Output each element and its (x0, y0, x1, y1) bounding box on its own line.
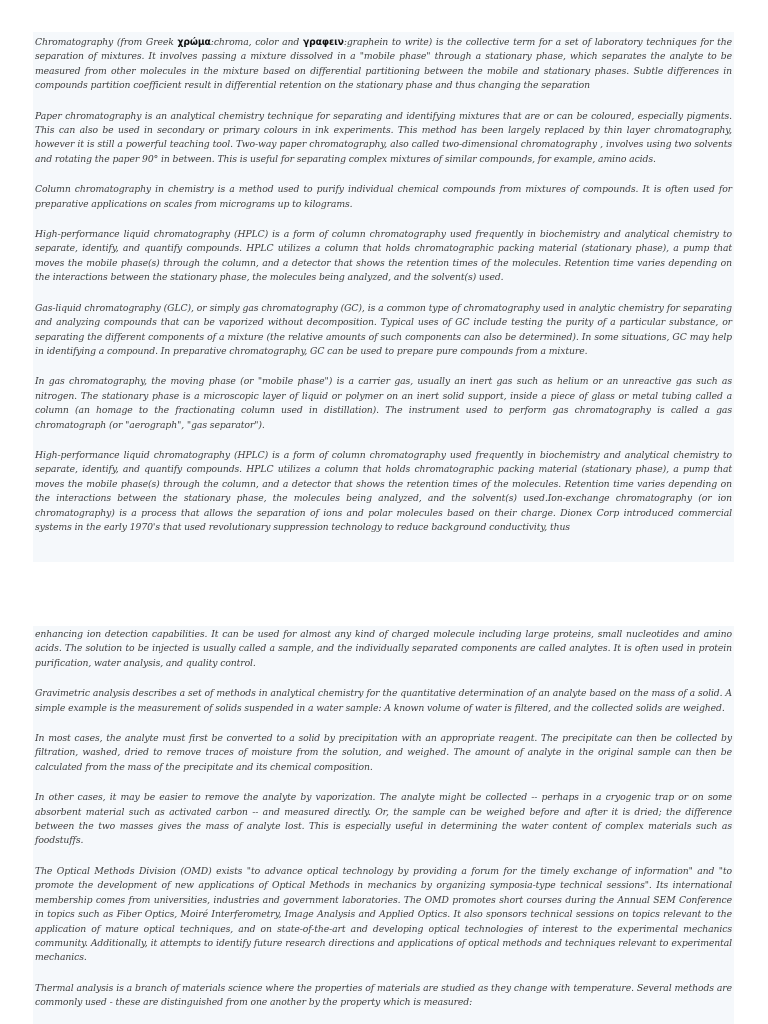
paragraph-text: High-performance liquid chromatography (HPLC) is a form of column chromatography used frequently in biochemistry and analytical chemistry to separate, identify, and quantify compounds. HPLC utilizes a column that holds chromatographic packing material (stationary phase), a pump that moves the mobile phase(s) through the column, and a detector that shows the retention times of the molecules. Retention time varies depending on the interactions between the stationary phase, the molecules being analyzed, and the solvent(s) used.Ion-exchange chromatography (or (35, 449, 732, 505)
paragraph-text: In most cases, the analyte must first be converted to a solid by precipitation with an appropriate reagent. The precipitate can then be collected by filtration, washed, dried to remove traces of moisture from the solution, and weighed. The amount of analyte in the original sample can then be calculated from the mass of the precipitate and its chemical composition. (35, 733, 732, 773)
document-sheet-top (33, 32, 734, 562)
paragraph (35, 732, 732, 775)
paragraph (35, 865, 732, 966)
greek-term: γραφειν (302, 37, 344, 48)
text-column-top (33, 32, 734, 535)
emphasis-text: stationary phase (101, 390, 180, 402)
paragraph-text: enhancing ion detection capabilities. It can be used for almost any kind of charged molecule including large proteins, small nucleotides and amino acids. The solution to be injected is usually called a (35, 629, 732, 655)
document-sheet-bottom (33, 626, 734, 1024)
paragraph-text: (or "mobile phase") is a carrier gas, usually an inert gas such as helium or an unreactive gas such as nitrogen. The (35, 376, 732, 402)
paragraph-text: ) is a process that allows the separation of ions and polar molecules based on their charge. Dionex Corp introduced commercial systems in the early 1970's that used revolutionary suppression technology to reduce background conductivity, thus (35, 507, 732, 533)
paragraph-text: Gas-liquid chromatography (GLC), or simply gas chromatography (GC), is a common type of chromatography used in analytic chemistry for separating and analyzing compounds that can be vaporized without decomposition. Typical uses of GC include testing the purity of a particular substance, or separating the different components of a mixture (the relative amounts of such components can also be determined). In some situations, GC may help in identifying a compound. In preparative chromatography, GC can be used to prepare pure compounds from a mixture. (35, 302, 732, 357)
paragraph (35, 183, 732, 212)
paragraph-text: Paper chromatography is an analytical chemistry technique for separating and identifying mixtures that are or can be coloured, especially pigments. This can also be used in secondary or primary colours in ink experiments. This method has been largely replaced by thin layer chromatography, however it is still a powerful teaching tool. Two-way paper chromatography, also called two-dimensional chromatography , involves using two solvents and rotating the paper 90° in between. This is useful for separating complex mixtures of similar compounds, for example, amino acids. (35, 110, 732, 165)
paragraph-text: Gravimetric analysis describes a set of methods in analytical chemistry for the quantitative determination of an analyte based on the mass of a solid. A simple example is the measurement of solids suspended in a water sample: A known volume of water is filtered, and the collected solids are weighed. (35, 688, 732, 714)
paragraph-text: Thermal analysis is a branch of materials science where the properties of materials are studied as they change with temperature. Several methods are commonly used - these are distinguished from one another by the property which is measured: (35, 982, 732, 1009)
emphasis-text: ion chromatography (35, 493, 732, 519)
paragraph-text: Column chromatography in chemistry is a method used to purify individual chemical compounds from mixtures of compounds. It is often used for preparative applications on scales from micrograms up to kilograms. (35, 184, 732, 210)
paragraph-text: High-performance liquid chromatography (HPLC) is a form of column chromatography used frequently in biochemistry and analytical chemistry to separate, identify, and quantify compounds. HPLC utilizes a column that holds chromatographic packing material (stationary phase), a pump that moves the mobile phase(s) through the column, and a detector that shows the retention times of the molecules. Retention time varies depending on the interactions between the stationary phase, the molecules being analyzed, and the solvent(s) used. (35, 229, 732, 284)
paragraph (35, 302, 732, 360)
paragraph (35, 36, 732, 94)
emphasis-text: analytes (569, 643, 608, 655)
paragraph-text: In gas chromatography, the (35, 376, 171, 388)
paragraph-text: (or "aerograph", "gas separator"). (106, 419, 265, 431)
paragraph (35, 687, 732, 716)
greek-term: χρώμα (177, 37, 211, 48)
paragraph (35, 375, 732, 433)
paragraph (35, 228, 732, 286)
text-column-bottom (33, 626, 734, 1011)
paragraph (35, 449, 732, 535)
paragraph-text: The Optical Methods Division (OMD) exists "to advance optical technology by providing a forum for the timely exchange of information" and "to promote the development of new applications of Optical Methods in mechanics by organizing symposia-type technical sessions". Its international membership comes from universities, industries and government laboratories. The OMD promotes short courses during the Annual SEM Conference in topics such as Fiber Optics, Moiré Interferometry, Image Analysis and Applied Optics. It also sponsors technical sessions on topics relevant to the application of mature optical techniques, and on state-of-the-art and developing optical technologies of interest to the experimental mechanics community. Additionally, it attempts to identify future research directions and applications of optical methods and techniques relevant to experimental mechanics. (35, 865, 732, 964)
paragraph-text: :chroma, color and (210, 37, 303, 48)
paragraph-text: . It is often used in protein purification, water analysis, and quality control. (35, 643, 733, 669)
emphasis-text: gas chromatograph (35, 405, 732, 431)
paragraph (35, 791, 732, 849)
paragraph-text: :graphein to write) is the collective term for a set of laboratory techniques for the separation of mixtures. It involves passing a mixture dissolved in a "mobile phase" through a stationary phase, which separates the analyte to be measured from other molecules in the mixture based on differential partitioning between the mobile and stationary phases. Subtle differences in compounds partition coefficient result in differential retention on the stationary phase and thus changing the separation (35, 37, 732, 92)
paragraph-text: In other cases, it may be easier to remove the analyte by vaporization. The analyte might be collected -- perhaps in a cryogenic trap or on some absorbent material such as activated carbon -- and measured directly. Or, the sample can be weighed before and after it is dried; the difference between the two masses gives the mass of analyte lost. This is especially useful in determining the water content of complex materials such as foodstuffs. (35, 792, 732, 847)
paragraph-text: is a microscopic layer of liquid or polymer on an inert solid support, inside a piece of glass or metal tubing called a column (an homage to the fractionating column used in distillation). The instrument used to perform gas chromatography is called a (35, 390, 732, 417)
paragraph (35, 110, 732, 168)
paragraph-text: , and the individually separated components are called (310, 643, 570, 655)
paragraph (35, 982, 732, 1011)
emphasis-text: moving phase (170, 376, 236, 388)
emphasis-text: sample (278, 643, 311, 655)
paragraph (35, 628, 732, 671)
paragraph-text: Chromatography (from Greek (35, 37, 178, 48)
